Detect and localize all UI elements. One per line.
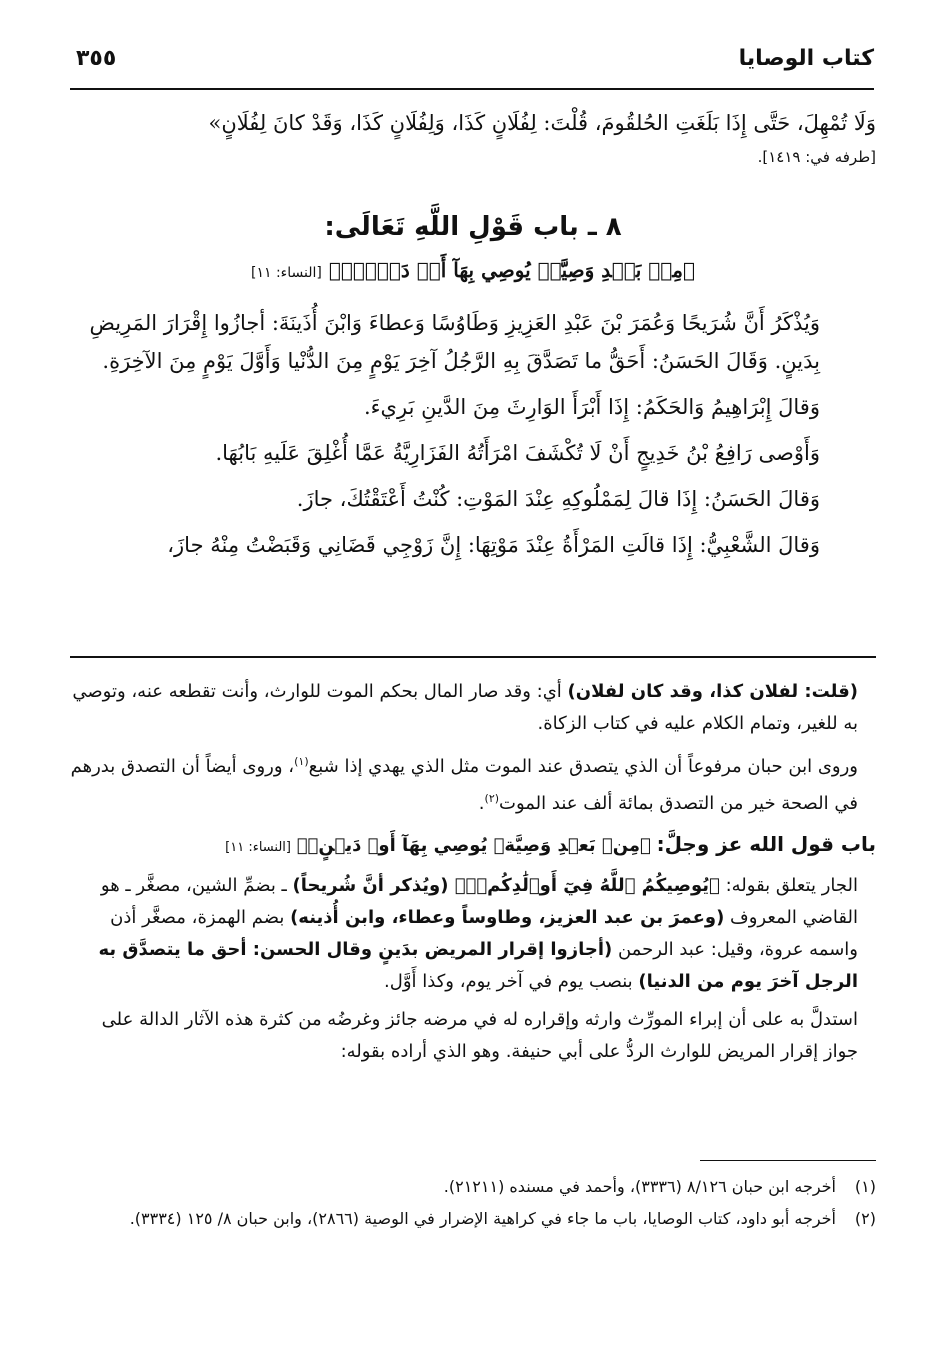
subheading-title: باب قول الله عز وجلَّ: [656, 832, 876, 856]
subheading-ref: [النساء: ١١] [225, 840, 291, 855]
footnote-number: (٢) [854, 1209, 876, 1228]
commentary-text: . [478, 793, 485, 814]
commentary-paragraph [70, 870, 876, 998]
commentary-paragraph: استدلَّ به على أن إبراء المورِّث وارثه وإقراره له في مرضه جائز وغرضُه من كثرة هذه الآثار الدالة على جواز إقرار المريض للوارث الردُّ على أبي حنيفة. وهو الذي أراده بقوله: [101, 1009, 858, 1062]
footnote-divider [700, 1160, 876, 1161]
footnote-ref-1[interactable]: (١) [294, 755, 309, 768]
commentary-paragraph [70, 676, 876, 740]
commentary-text: وروى ابن حبان مرفوعاً أن الذي يتصدق عند الموت مثل الذي يهدي إذا شبع [308, 756, 858, 777]
footnote-2 [70, 1204, 876, 1234]
matn-text [70, 304, 876, 564]
footnote-text: أخرجه أبو داود، كتاب الوصايا، باب ما جاء في كراهية الإضرار في الوصية (٢٨٦٦)، وابن حبان ٨/ ١٢٥ (٣٣٣٤). [129, 1209, 836, 1228]
matn-paragraph: وَقالَ الحَسَنُ: إِذَا قالَ لِمَمْلُوكِهِ عِنْدَ المَوْتِ: كُنْتُ أَعْتَقْتُكَ، جازَ. [296, 487, 820, 511]
page-header [70, 44, 874, 90]
commentary-text: ، وروى أيضاً أن التصدق بدرهم في الصحة خير من التصدق بمائة ألف عند الموت [70, 756, 858, 814]
tarafh-reference: [طرفه في: ١٤١٩]. [757, 148, 876, 166]
matn-paragraph: وَيُذْكَرُ أَنَّ شُرَيحًا وَعُمَرَ بْنَ عَبْدِ العَزِيزِ وَطَاوُسًا وَعطاءَ وَابْنَ أُذَينَةَ: أجازُوا إِقْرَارَ المَرِيضِ بِدَينٍ. وَقَالَ الحَسَنُ: أَحَقُّ ما تَصَدَّقَ بِهِ الرَّجُلُ آخِرَ يَوْمٍ مِنَ الدُّنْيا وَأَوَّلَ يَوْمٍ مِنَ الآخِرَةِ. [89, 311, 820, 373]
page-number: ٣٥٥ [76, 46, 117, 71]
chapter-title: ٨ ـ باب قَوْلِ اللَّهِ تَعَالَى: [324, 212, 622, 242]
matn-paragraph: وَأَوْصى رَافِعُ بْنُ خَدِيجٍ أَنْ لَا تُكْشَفَ امْرَأَتُهُ الفَزَارِيَّةُ عَمَّا أُغْلِقَ عَلَيهِ بَابُهَا. [215, 441, 820, 465]
section-divider [70, 656, 876, 658]
commentary-subheading [70, 828, 876, 864]
hadith-line: وَلَا تُمْهِلَ، حَتَّى إِذَا بَلَغَتِ الحُلقُومَ، قُلْتَ: لِفُلَانٍ كَذَا، وَلِفُلَانٍ كَذَا، وَقَدْ كانَ لِفُلَانٍ» [208, 111, 876, 135]
quoted-phrase: (قلت: لفلان كذا، وقد كان لفلان) [567, 681, 858, 702]
quoted-verse: ﴿يُوصِيكُمُ ٱللَّهُ فِيٓ أَوۡلَٰدِكُمۡۖ﴾ [454, 875, 720, 896]
subheading-verse: ﴿مِنۢ بَعۡدِ وَصِيَّةٖ يُوصِي بِهَآ أَوۡ دَيۡنٍۗ﴾ [296, 835, 651, 856]
commentary-text: بنصب يوم في آخر يوم، وكذا أَوَّل. [384, 971, 639, 992]
quoted-phrase: (أجازوا إقرار المريض بدَينٍ وقال الحسن: أحق ما يتصدَّق به الرجل آخرَ يوم من الدنيا) [98, 939, 858, 992]
footnotes [70, 1172, 876, 1234]
matn-paragraph: وَقالَ إِبْرَاهِيمُ وَالحَكَمُ: إِذَا أَبْرَأَ الوَارِثَ مِنَ الدَّينِ بَرِيءَ. [364, 395, 820, 419]
footnote-number: (١) [854, 1177, 876, 1196]
quoted-phrase: (ويُذكر أنَّ شُريحاً) [292, 875, 455, 896]
footnote-text: أخرجه ابن حبان ٨/١٢٦ (٣٣٣٦)، وأحمد في مسنده (٢١٢١١). [443, 1177, 836, 1196]
book-title: كتاب الوصايا [738, 46, 874, 71]
commentary-text: الجار يتعلق بقوله: [719, 875, 858, 896]
commentary-text: بضم الهمزة، مصغَّر أذن واسمه عروة، وقيل: عبد الرحمن [110, 907, 858, 960]
matn-paragraph: وَقالَ الشَّعْبِيُّ: إِذَا قالَتِ المَرْأَةُ عِنْدَ مَوْتِهَا: إِنَّ زَوْجِي قَضَانِي وَقَبَضْتُ مِنْهُ جازَ، [167, 533, 820, 557]
chapter-verse [70, 258, 876, 282]
verse-text: ﴿مِنۢ بَعۡدِ وَصِيَّةٖ يُوصِي بِهَآ أَوۡ دَيۡنٍۗ﴾ [328, 258, 695, 282]
commentary [70, 676, 876, 1068]
footnote-ref-2[interactable]: (٢) [484, 792, 500, 805]
quoted-phrase: (وعمرَ بن عبد العزيز، وطاوساً وعطاء، وابن أُذينه) [290, 907, 725, 928]
verse-reference: [النساء: ١١] [251, 265, 322, 281]
commentary-text: ـ بضمِّ الشين، مصغَّر ـ هو القاضي المعروف [100, 875, 858, 928]
footnote-1 [70, 1172, 876, 1202]
commentary-paragraph [70, 746, 876, 820]
hadith-continuation [70, 104, 876, 172]
commentary-text: أي: وقد صار المال بحكم الموت للوارث، وأنت تقطعه عنه، وتوصي به للغير، وتمام الكلام عليه في كتاب الزكاة. [72, 681, 858, 734]
